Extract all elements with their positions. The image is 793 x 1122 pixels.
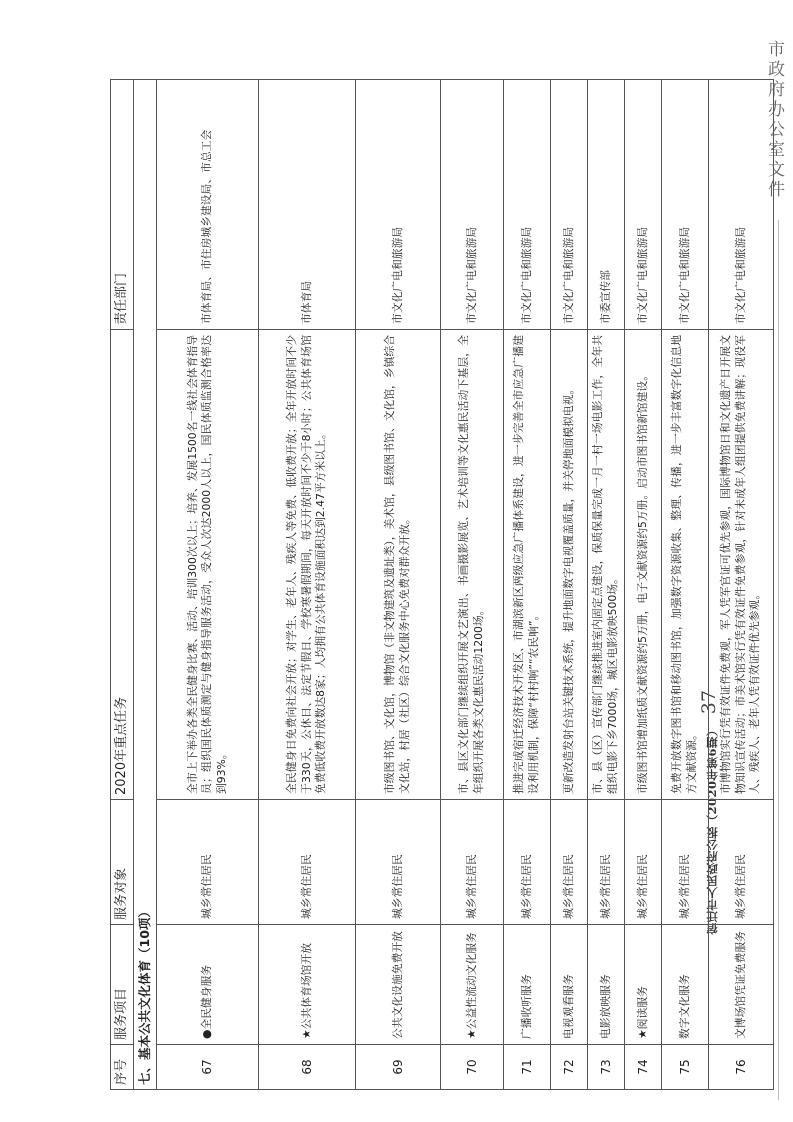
header-rule [778,220,779,1100]
row-no: 71 [504,1045,551,1090]
row-target: 城乡常住居民 [356,800,441,925]
row-task: 全市上下举办各类全民健身比赛、活动、培训300次以上；培养、发展1500名一线社会体育指导员；组织国民体质测定与健身指导服务活动，受众人次达2000人以上，国民体质监测合格率达到93%。 [157,330,259,800]
row-item: 文博场馆凭证免费服务 [709,925,774,1045]
row-task: 市博物馆实行凭有效证件免费观，军人凭军官证可优先参观，国际博物馆日和文化遗产日开展文物知识宣传活动；市美术馆实行凭有效证件免费参观，针对未成年人组团提供免费讲解；现役军人、残疾人、老年人凭有效证件优先参观。 [709,330,774,800]
table-header-row [111,80,134,1090]
row-target: 城乡常住居民 [625,800,662,925]
row-task: 免费开放数字图书馆和移动图书馆，加强数字资源收集、整理、传播，进一步丰富数字化信息地方文献资源。 [662,330,709,800]
row-item: 电影放映服务 [588,925,625,1045]
row-no: 68 [259,1045,356,1090]
row-target: 城乡常住居民 [441,800,504,925]
row-dept: 市体育局 [259,80,356,330]
row-item: ★公益性流动文化服务 [441,925,504,1045]
row-target: 城乡常住居民 [259,800,356,925]
table-row [259,80,356,1090]
row-no: 69 [356,1045,441,1090]
page-number: 37 [698,690,720,715]
row-item: 数字文化服务 [662,925,709,1045]
table-row [157,80,259,1090]
row-item: ●全民健身服务 [157,925,259,1045]
row-dept: 市文化广电和旅游局 [625,80,662,330]
row-no: 75 [662,1045,709,1090]
row-no: 70 [441,1045,504,1090]
row-dept: 市文化广电和旅游局 [662,80,709,330]
row-task: 全民健身日免费向社会开放；对学生、老年人、残疾人等免费、低收费开放；全年开放时间不少于330天，公休日、法定节假日、学校寒暑假期间，每天开放时间不少于8小时；公共体育场馆免费低收费开放数达8家；人均拥有公共体育设施面积达到2.47平方米以上。 [259,330,356,800]
row-no: 74 [625,1045,662,1090]
row-task: 市、县（区）宣传部门继续推进室内固定点建设，保质保量完成一月一村一场电影工作，全年共组织电影下乡7000场，城区电影放映500场。 [588,330,625,800]
row-target: 城乡常住居民 [662,800,709,925]
row-dept: 市体育局、市住房城乡建设局、市总工会 [157,80,259,330]
row-dept: 市委宣传部 [588,80,625,330]
row-dept: 市文化广电和旅游局 [709,80,774,330]
row-dept: 市文化广电和旅游局 [504,80,551,330]
running-header: 市政府办公室文件 [764,40,784,200]
service-table [110,79,774,1090]
row-item: ★阅读服务 [625,925,662,1045]
section-title: 七、基本公共文化体育（10项） [134,80,157,1090]
table-row [588,80,625,1090]
table-row [551,80,588,1090]
row-task: 更新改造发射台站关键技术系统，提升地面数字电视覆盖质量，并关停地面模拟电视。 [551,330,588,800]
row-dept: 市文化广电和旅游局 [441,80,504,330]
row-no: 72 [551,1045,588,1090]
row-task: 市、县区文化部门继续组织开展文艺演出、书画摄影展览、艺术培训等文化惠民活动下基层，全年组织开展各类文化惠民活动1200场。 [441,330,504,800]
row-target: 城乡常住居民 [157,800,259,925]
table-row [709,80,774,1090]
row-dept: 市文化广电和旅游局 [551,80,588,330]
table-row [504,80,551,1090]
col-header-item: 服务项目 [111,925,134,1045]
row-no: 73 [588,1045,625,1090]
row-target: 城乡常住居民 [588,800,625,925]
table-row [662,80,709,1090]
row-dept: 市文化广电和旅游局 [356,80,441,330]
row-item: ★公共体育场馆开放 [259,925,356,1045]
row-task: 市级图书馆、文化馆，博物馆（非文物建筑及遗址类），美术馆，县级图书馆、文化馆，乡镇综合文化站，村居（社区）综合文化服务中心免费对群众开放。 [356,330,441,800]
row-item: 公共文化设施免费开放 [356,925,441,1045]
row-target: 城乡常住居民 [709,800,774,925]
section-row [134,80,157,1090]
row-task: 市级图书馆增加纸质文献资源约5万册，电子文献资源约5万册。启动市图书馆新馆建设。 [625,330,662,800]
row-item: 广播收听服务 [504,925,551,1045]
table-row [356,80,441,1090]
col-header-no: 序号 [111,1045,134,1090]
bulletin-title: 宿迁市人民政府公报（2020年第6期） [705,724,719,935]
table-row [441,80,504,1090]
col-header-task: 2020年重点任务 [111,330,134,800]
table-row [625,80,662,1090]
col-header-dept: 责任部门 [111,80,134,330]
row-target: 城乡常住居民 [551,800,588,925]
row-no: 67 [157,1045,259,1090]
row-item: 电视观看服务 [551,925,588,1045]
row-task: 推进完成宿迁经济技术开发区、市湖滨新区两级应急广播体系建设，进一步完善全市应急广播建设利用机制，保障“村村响”“农民响”。 [504,330,551,800]
row-no: 76 [709,1045,774,1090]
col-header-target: 服务对象 [111,800,134,925]
row-target: 城乡常住居民 [504,800,551,925]
